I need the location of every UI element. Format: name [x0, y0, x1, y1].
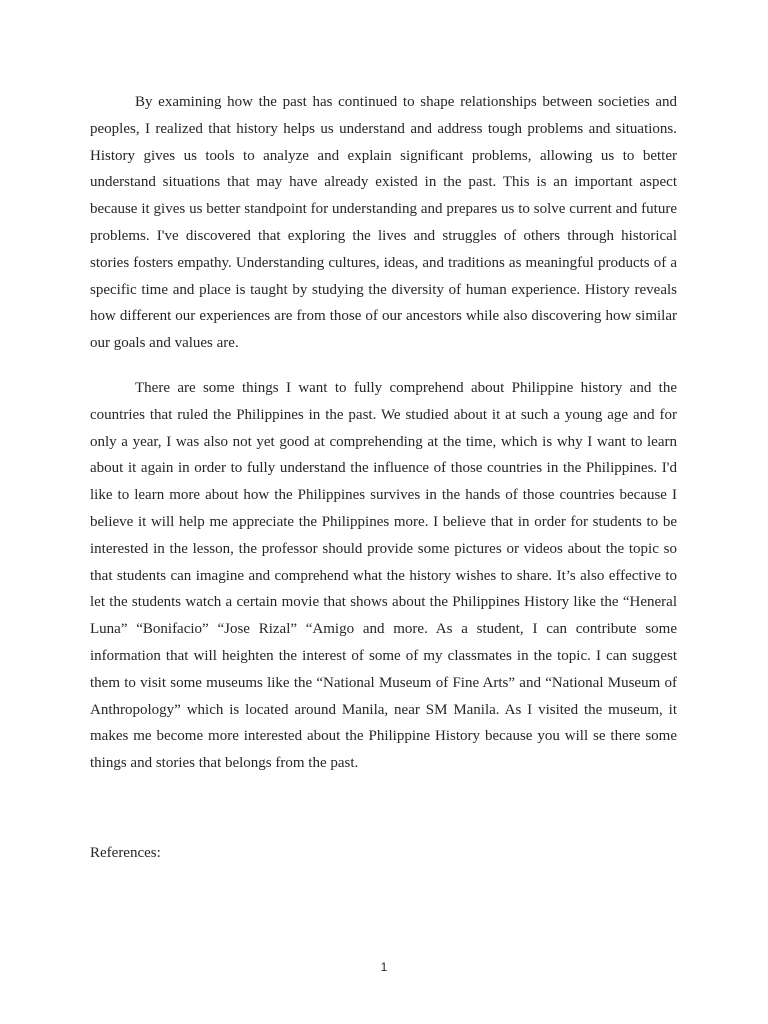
paragraph-1: By examining how the past has continued to shape relationships between societies and peoples, I realized that history helps us understand and address tough problems and situations. History gives us tools to analyze and explain significant problems, allowing us to better understand situations that may have already existed in the past. This is an important aspect because it gives us better standpoint for understanding and prepares us to solve current and future problems. I've discovered that exploring the lives and struggles of others through historical stories fosters empathy. Understanding cultures, ideas, and traditions as meaningful products of a specific time and place is taught by studying the diversity of human experience. History reveals how different our experiences are from those of our ancestors while also discovering how similar our goals and values are. — [90, 94, 677, 352]
references-heading: References: — [90, 845, 161, 861]
document-body — [90, 89, 677, 795]
paragraph-2: There are some things I want to fully comprehend about Philippine history and the countries that ruled the Philippines in the past. We studied about it at such a young age and for only a year, I was also not yet good at comprehending at the time, which is why I want to learn about it again in order to fully understand the influence of those countries in the Philippines. I'd like to learn more about how the Philippines survives in the hands of those countries because I believe it will help me appreciate the Philippines more. I believe that in order for students to be interested in the lesson, the professor should provide some pictures or videos about the topic so that students can imagine and comprehend what the history wishes to share. It’s also effective to let the students watch a certain movie that shows about the Philippines History like the “Heneral Luna” “Bonifacio” “Jose Rizal” “Amigo and more. As a student, I can contribute some information that will heighten the interest of some of my classmates in the topic. I can suggest them to visit some museums like the “National Museum of Fine Arts” and “National Museum of Anthropology” which is located around Manila, near SM Manila. As I visited the museum, it makes me become more interested about the Philippine History because you will se there some things and stories that belongs from the past. — [90, 379, 677, 772]
page-number: 1 — [380, 960, 388, 974]
